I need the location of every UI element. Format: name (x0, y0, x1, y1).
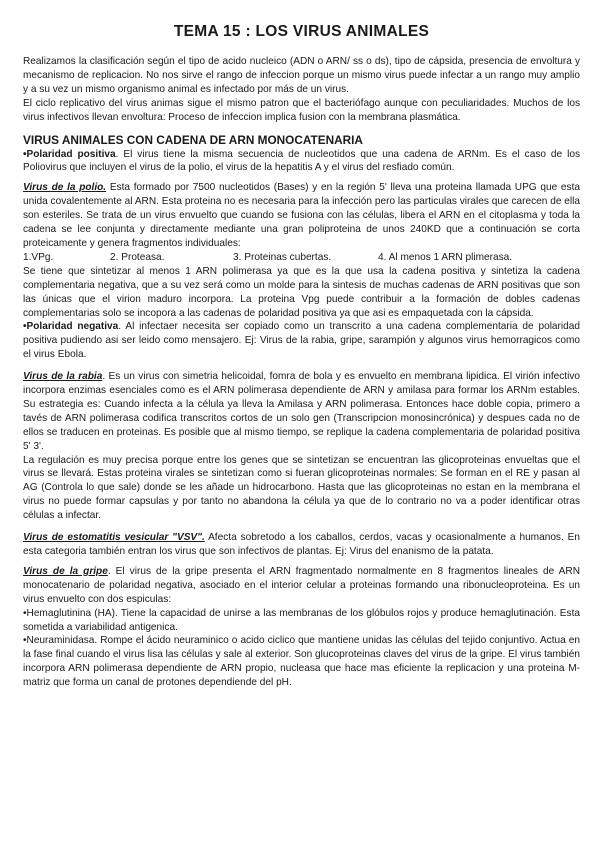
list-item: 1.VPg. (23, 251, 54, 263)
intro-paragraph-2: El ciclo replicativo del virus animas sigue el mismo patron que el bacteriófago aunque con peculiaridades. Muchos de los virus infectivos llevan envoltura: Proceso de infeccion implica fusion con la membrana plasmática. (23, 97, 580, 123)
intro-paragraph-1: Realizamos la clasificación según el tipo de acido nucleico (ADN o ARN/ ss o ds), tipo de cápsida, presencia de envoltura y mecanismo de replicacion. No nos sirve el rango de infeccion porque un mismo virus puede infectar a un rango muy amplio y a su vez un mismo organismo animal es infectado por más de un virus. (23, 56, 580, 95)
polio-text: Esta formado por 7500 nucleotidos (Bases) y en la región 5' lleva una proteina llamada UPG que esta unida covalentemente al ARN. Esta proteina no es necesaria para la infección pero las particulas virales que carecen de ella son esteriles. Se trata de un virus envuelto que cuando se fusiona con las células, libera el ARN en el citoplasma y toda la cadena se lee conjunta y directamente mediante una gran poliproteina de unos 240KD que a continuación se corta proteicamente y genera fragmentos individuales: (23, 182, 580, 249)
section-heading-arn-monocatenaria: VIRUS ANIMALES CON CADENA DE ARN MONOCATENARIA (23, 132, 363, 147)
vsv-paragraph (23, 531, 580, 559)
polaridad-positiva-paragraph (23, 148, 580, 176)
document-page (23, 22, 580, 690)
vsv-label: Virus de estomatitis vesicular "VSV". (23, 532, 205, 544)
neuraminidasa-paragraph: •Neuraminidasa. Rompe el ácido neuraminico o acido ciclico que mantiene unidas las células del tejido conjuntivo. Actua en la fase final cuando el virus lisa las células y sale al exterior. Son glucoproteinas claves del virus de la gripe. El virus también incorpora ARN polimerasa dependiente de ARN propio, nucleasa que hace mas eficiente la replicacion y una proteina M-matriz que forma un canal de protones dependiende del pH. (23, 635, 580, 689)
gripe-paragraph (23, 565, 580, 607)
rabia-paragraph-2: La regulación es muy precisa porque entre los genes que se sintetizan se encuentran las glicoproteinas envueltas que el virus se llevará. Estas proteina virales se sintetizan como si fueran glicoproteinas normales: Se forman en el RE y pasan al AG (Controla lo que sale) donde se les añade un hidrocarbono. Hasta que las glicoproteinas no estan en la membrana el virus no puede formar capsulas y por tanto no abandona la célula ya que de lo contrario no va a poder identificar otras células a infectar. (23, 454, 580, 522)
gripe-text: . El virus de la gripe presenta el ARN fragmentado normalmente en 8 fragmentos lineales de ARN monocatenario de polaridad negativa, asociado en el interior celular a proteinas formando una ribonucleoproteina. Es un virus envuelto con dos espiculas: (23, 565, 580, 605)
polio-paragraph-2: Se tiene que sintetizar al menos 1 ARN polimerasa ya que es la que usa la cadena positiva y sintetiza la cadena complementaria negativa, que a su vez será como un molde para la sintesis de muchas cadenas de ARN positivas que son las únicas que el virion maduro incorpora. La proteina Vpg puede contribuir a la formación de dobles cadenas complementarias solo se incopora a las cadenas de polaridad positiva ya que asi es empaquetada con la cápsida. (23, 265, 580, 319)
list-item: 4. Al menos 1 ARN plimerasa. (378, 251, 513, 263)
polio-label: Virus de la polio. (23, 182, 107, 194)
rabia-label: Virus de la rabia (23, 371, 103, 383)
rabia-paragraph (23, 370, 580, 453)
gripe-label: Virus de la gripe (23, 565, 108, 577)
polaridad-negativa-text: . Al infectaer necesita ser copiado como un transcrito a una cadena complementaria de polaridad positiva pudiendo asi ser leido como mensajero. Ej: Virus de la rabia, gripe, sarampión y algunos virus hemorragicos como el virus Ebola. (23, 321, 580, 361)
hemaglutinina-paragraph: •Hemaglutinina (HA). Tiene la capacidad de unirse a las membranas de los glóbulos rojos y produce hemaglutinación. Esta sometida a variabilidad antigenica. (23, 607, 580, 633)
polio-fragment-list (23, 251, 580, 265)
polaridad-positiva-label: •Polaridad positiva (23, 148, 116, 160)
page-title: TEMA 15 : LOS VIRUS ANIMALES (173, 23, 430, 40)
polaridad-negativa-label: •Polaridad negativa (23, 321, 119, 333)
rabia-text: . Es un virus con simetria helicoidal, fomra de bola y es envuelto en membrana lipidica. El virión infectivo incorpora enzimas esenciales como es el ARN polimerasa dependiente de ARN y amilasa para formar los ARNm estables. Su estrategia es: Cuando infecta a la célula ya lleva la Amilasa y ARN polimerasa. Entonces hace doble copia, primero a tavés de ARN polimerasa codifica transcritos cortos de un solo gen (Transcripcion monosincrónica) y despues cada no de ellos se traducen en proteinas. Es posible que al mismo tiempo, se replique la cadena complementaria de polaridad positiva 5' 3'. (23, 371, 580, 452)
vsv-text: Afecta sobretodo a los caballos, cerdos, vacas y ocasionalmente a humanos. En esta categoria también entran los virus que son infectivos de plantas. Ej: Virus del enanismo de la patata. (23, 532, 581, 557)
polaridad-negativa-paragraph (23, 320, 580, 362)
list-item: 3. Proteinas cubertas. (233, 251, 332, 263)
polio-paragraph (23, 181, 580, 251)
list-item: 2. Proteasa. (110, 251, 165, 263)
polaridad-positiva-text: . El virus tiene la misma secuencia de nucleotidos que una cadena de ARNm. Es el caso de los Poliovirus que incluyen el virus de la polio, el virus de la hepatitis A y el virus del resfiado común. (23, 148, 580, 174)
